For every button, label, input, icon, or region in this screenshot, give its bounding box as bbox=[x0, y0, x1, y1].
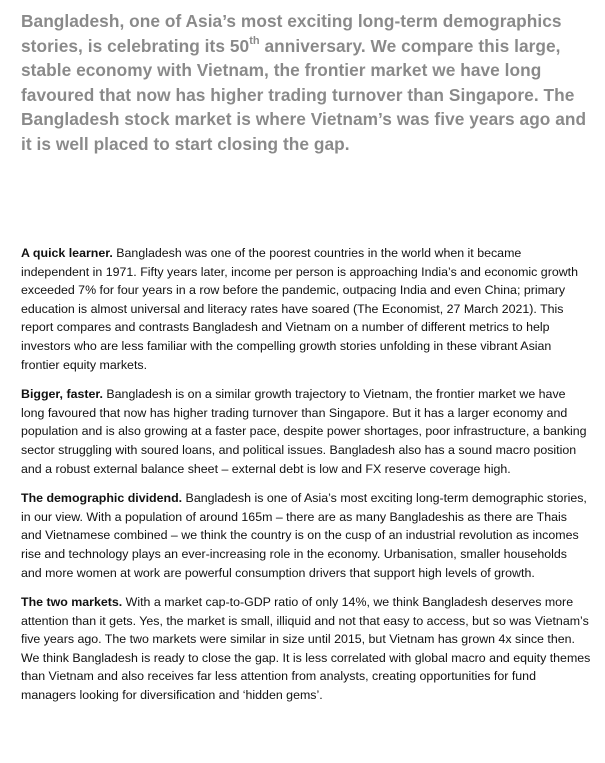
intro-superscript: th bbox=[249, 34, 260, 47]
paragraph-heading: The demographic dividend. bbox=[21, 491, 183, 506]
paragraph-text: Bangladesh was one of the poorest countries in the world when it became independent in 1971. Fifty years later, income per person is approaching India’s and economic growth exceeded 7% for four years in a row before the pandemic, outpacing India and even China; primary education is almost universal and literacy rates have soared (The Economist, 27 March 2021). This report compares and contrasts Bangladesh and Vietnam on a number of different metrics to help investors who are less familiar with the compelling growth stories unfolding in these vibrant Asian frontier equity markets. bbox=[21, 246, 578, 372]
paragraph-heading: A quick learner. bbox=[21, 246, 113, 260]
intro-text-part2: anniversary. We compare this large, stable economy with Vietnam, the frontier market we have long favoured that now has higher trading turnover than Singapore. The Bangladesh stock market is where Vietnam’s was five years ago and it is well placed to start closing the gap. bbox=[21, 35, 587, 154]
paragraph-text: Bangladesh is on a similar growth trajectory to Vietnam, the frontier market we have long favoured that now has higher trading turnover than Singapore. But it has a larger economy and population and is also growing at a faster pace, despite power shortages, poor infrastructure, a banking sector struggling with soured loans, and political issues. Bangladesh also has a sound macro position and a robust external balance sheet – external debt is low and FX reserve coverage high. bbox=[21, 387, 587, 476]
article-body bbox=[21, 244, 591, 716]
intro-text-part1: Bangladesh, one of Asia’s most exciting long-term demographics stories, is celebrating its 50 bbox=[21, 11, 562, 56]
paragraph-two-markets bbox=[21, 593, 591, 705]
paragraph-text: With a market cap-to-GDP ratio of only 14%, we think Bangladesh deserves more attention than it gets. Yes, the market is small, illiquid and not that easy to access, but so was Vietnam’s five years ago. The two markets were similar in size until 2015, but Vietnam has grown 4x since then. We think Bangladesh is ready to close the gap. It is less correlated with global macro and equity themes than Vietnam and also receives far less attention from analysts, creating opportunities for fund managers looking for diversification and ‘hidden gems’. bbox=[21, 595, 591, 703]
paragraph-text: Bangladesh is one of Asia’s most exciting long-term demographic stories, in our view. With a population of around 165m – there are as many Bangladeshis as there are Thais and Vietnamese combined – we think the country is on the cusp of an industrial revolution as incomes rise and technology plays an ever-increasing role in the economy. Urbanisation, smaller households and more women at work are powerful consumption drivers that support high levels of growth. bbox=[21, 491, 587, 580]
paragraph-quick-learner bbox=[21, 244, 591, 374]
paragraph-heading: Bigger, faster. bbox=[21, 387, 103, 402]
paragraph-demographic-dividend bbox=[21, 489, 591, 582]
paragraph-bigger-faster bbox=[21, 385, 591, 478]
paragraph-heading: The two markets. bbox=[21, 595, 123, 610]
intro-summary bbox=[21, 9, 591, 156]
